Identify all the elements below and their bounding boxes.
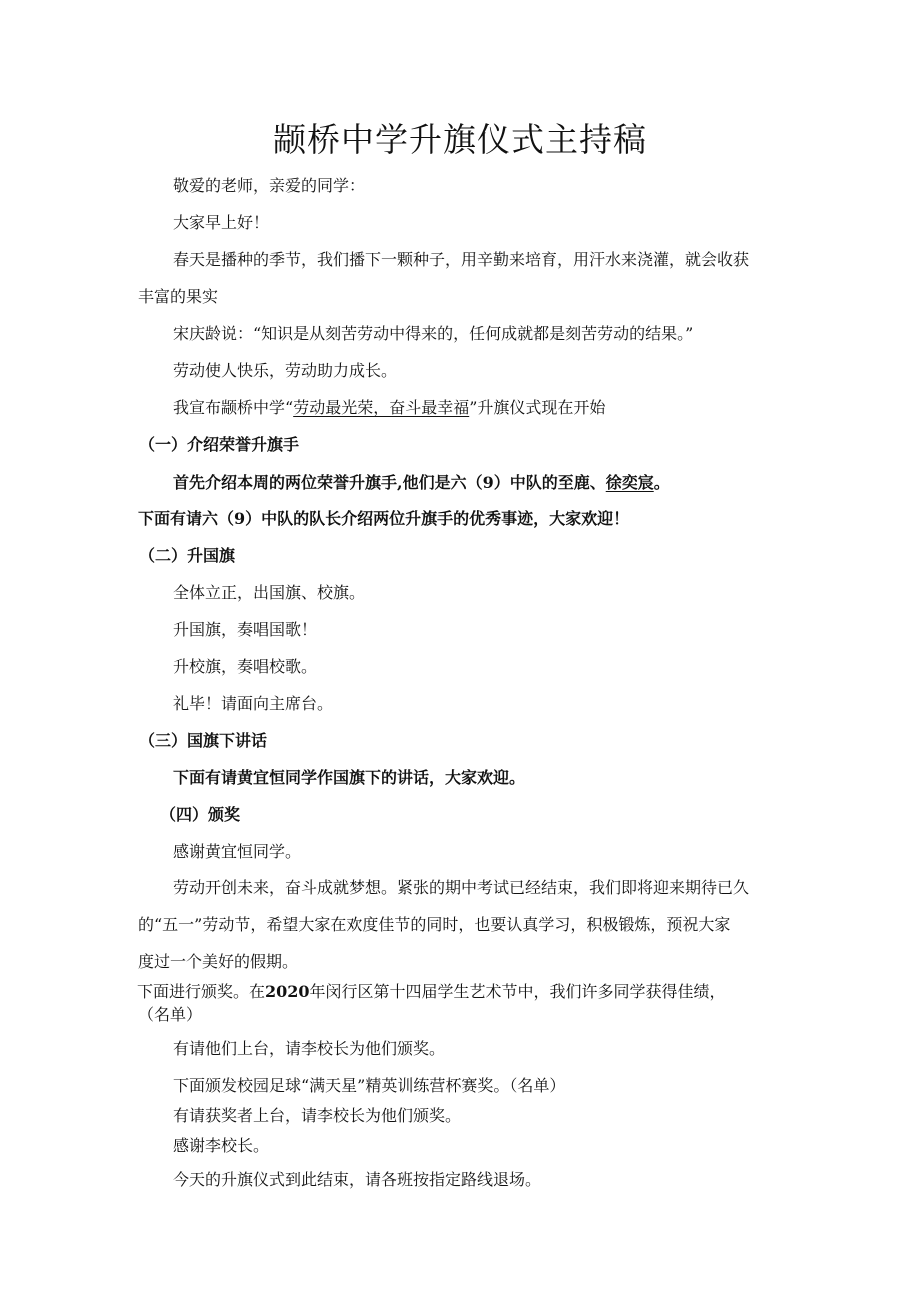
closing-line: 今天的升旗仪式到此结束，请各班按指定路线退场。 [173, 1170, 542, 1189]
award-line [137, 982, 726, 1002]
section-2-line-2: 升国旗，奏唱国歌！ [173, 620, 318, 639]
intro-prefix: 首先介绍本周的两位荣誉升旗手,他们是六（9）中队的至鹿、 [173, 473, 606, 492]
holiday-line-2: 的“五一”劳动节，希望大家在欢度佳节的同时，也要认真学习，积极锻炼，预祝大家 [138, 915, 731, 934]
football-award-line: 下面颁发校园足球“满天星”精英训练营杯赛奖。（名单） [173, 1076, 566, 1095]
section-3-line-1: 下面有请黄宜恒同学作国旗下的讲话，大家欢迎。 [173, 768, 526, 787]
morning-line: 大家早上好！ [173, 213, 270, 232]
award-invite-line: 有请他们上台，请李校长为他们颁奖。 [173, 1039, 446, 1058]
document-title: 颛桥中学升旗仪式主持稿 [273, 120, 647, 159]
spring-line-2: 丰富的果实 [138, 287, 219, 306]
section-2-line-1: 全体立正，出国旗、校旗。 [173, 583, 366, 602]
captain-invite: 下面有请六（9）中队的队长介绍两位升旗手的优秀事迹，大家欢迎！ [138, 509, 630, 528]
names-placeholder: （名单） [138, 1005, 203, 1024]
announce-prefix: 我宣布颛桥中学“ [173, 398, 294, 417]
labor-line: 劳动使人快乐，劳动助力成长。 [173, 361, 398, 380]
section-1-heading: （一）介绍荣誉升旗手 [139, 435, 300, 454]
intro-suffix: 。 [653, 473, 670, 492]
section-2-heading: （二）升国旗 [139, 546, 236, 565]
winners-invite-line: 有请获奖者上台，请李校长为他们颁奖。 [173, 1106, 462, 1125]
greeting-line: 敬爱的老师，亲爱的同学： [173, 176, 366, 195]
award-year: 2020 [265, 982, 310, 1001]
section-2-line-3: 升校旗，奏唱校歌。 [173, 657, 318, 676]
flag-bearer-intro [173, 473, 670, 493]
section-3-heading: （三）国旗下讲话 [139, 731, 268, 750]
announce-line [173, 398, 605, 418]
spring-line-1: 春天是播种的季节，我们播下一颗种子，用辛勤来培育，用汗水来浇灌，就会收获 [173, 250, 750, 269]
award-prefix: 下面进行颁奖。在 [137, 982, 266, 1001]
announce-suffix: ”升旗仪式现在开始 [469, 398, 606, 417]
quote-line: 宋庆龄说：“知识是从刻苦劳动中得来的，任何成就都是刻苦劳动的结果。” [173, 324, 694, 343]
thanks-principal-line: 感谢李校长。 [173, 1136, 270, 1155]
award-suffix: 年闵行区第十四届学生艺术节中，我们许多同学获得佳绩， [309, 982, 726, 1001]
announce-theme: 劳动最光荣，奋斗最幸福 [293, 398, 470, 417]
thanks-student-line: 感谢黄宜恒同学。 [173, 842, 302, 861]
intro-name: 徐奕宸 [605, 473, 654, 492]
section-2-line-4: 礼毕！请面向主席台。 [173, 694, 334, 713]
holiday-line-1: 劳动开创未来，奋斗成就梦想。紧张的期中考试已经结束，我们即将迎来期待已久 [173, 878, 750, 897]
holiday-line-3: 度过一个美好的假期。 [138, 952, 299, 971]
section-4-heading: （四）颁奖 [160, 805, 241, 824]
